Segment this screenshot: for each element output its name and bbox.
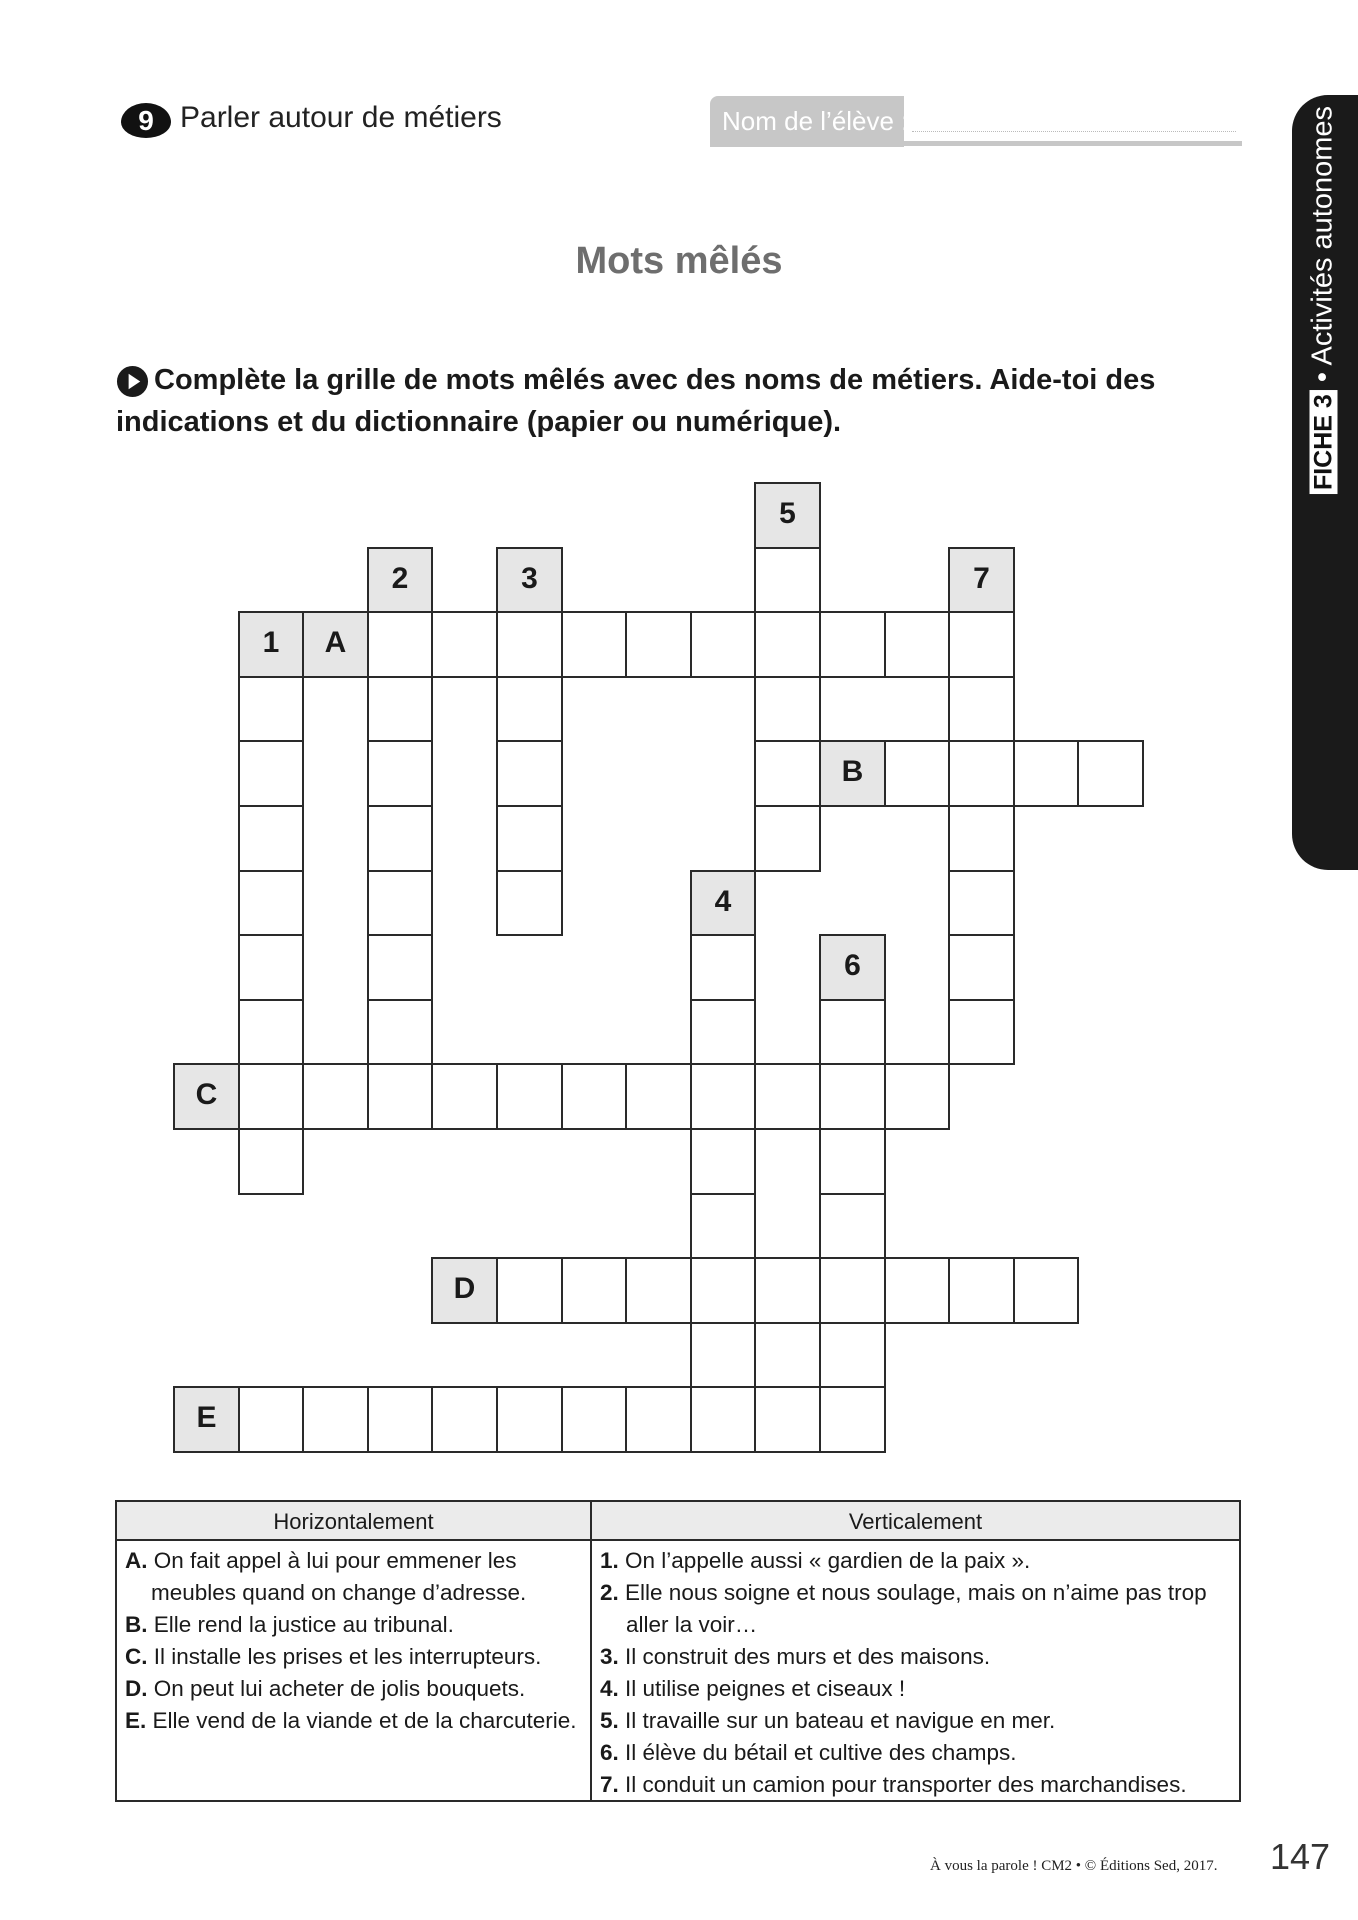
- grid-cell[interactable]: [819, 1257, 886, 1324]
- grid-cell[interactable]: [948, 805, 1015, 872]
- grid-cell[interactable]: [1013, 740, 1079, 807]
- grid-cell[interactable]: [496, 676, 563, 742]
- grid-cell[interactable]: [367, 870, 433, 936]
- horizontal-clue: [117, 1673, 590, 1705]
- grid-cell[interactable]: [367, 740, 433, 807]
- grid-cell[interactable]: [754, 676, 821, 742]
- grid-cell[interactable]: [948, 740, 1015, 807]
- grid-cell[interactable]: [496, 740, 563, 807]
- vertical-clue-text: Il travaille sur un bateau et navigue en mer.: [625, 1708, 1056, 1733]
- grid-cell[interactable]: [948, 611, 1015, 678]
- grid-label-n5: 5: [754, 482, 821, 549]
- vertical-clue: [592, 1737, 1239, 1769]
- grid-cell[interactable]: [238, 1063, 304, 1130]
- grid-cell[interactable]: [367, 1386, 433, 1453]
- instruction-text: Complète la grille de mots mêlés avec des noms de métiers. Aide-toi des indications et du dictionnaire (papier ou numérique).: [116, 364, 1156, 438]
- grid-cell[interactable]: [496, 611, 563, 678]
- grid-cell[interactable]: [431, 1063, 498, 1130]
- grid-label-D: D: [431, 1257, 498, 1324]
- vertical-clues-heading: Verticalement: [592, 1502, 1239, 1541]
- grid-cell[interactable]: [690, 611, 756, 678]
- grid-cell[interactable]: [690, 1063, 756, 1130]
- grid-cell[interactable]: [690, 1257, 756, 1324]
- grid-cell[interactable]: [496, 1257, 563, 1324]
- vertical-clue: [592, 1673, 1239, 1705]
- grid-cell[interactable]: [367, 999, 433, 1065]
- grid-cell[interactable]: [302, 1063, 369, 1130]
- horizontal-clues-column: [117, 1502, 592, 1800]
- grid-cell[interactable]: [367, 676, 433, 742]
- grid-cell[interactable]: [690, 1128, 756, 1195]
- horizontal-clue-text: Elle rend la justice au tribunal.: [153, 1612, 454, 1637]
- vertical-clue: [592, 1641, 1239, 1673]
- clues-table: [115, 1500, 1241, 1802]
- vertical-clues-list: [592, 1541, 1239, 1801]
- grid-cell[interactable]: [884, 611, 950, 678]
- vertical-clue-key: 6.: [600, 1740, 619, 1765]
- grid-cell[interactable]: [238, 870, 304, 936]
- grid-cell[interactable]: [754, 547, 821, 613]
- grid-cell[interactable]: [754, 1257, 821, 1324]
- vertical-clue-key: 7.: [600, 1772, 619, 1797]
- vertical-clue-key: 1.: [600, 1548, 619, 1573]
- vertical-clue: [592, 1545, 1239, 1577]
- activity-number-badge: 9: [121, 103, 171, 138]
- grid-cell[interactable]: [496, 870, 563, 936]
- horizontal-clue-text: Elle vend de la viande et de la charcuterie.: [152, 1708, 577, 1733]
- vertical-clue-text: Elle nous soigne et nous soulage, mais on n’aime pas trop aller la voir…: [625, 1580, 1207, 1637]
- grid-cell[interactable]: [238, 676, 304, 742]
- grid-cell[interactable]: [819, 1322, 886, 1388]
- vertical-clue: [592, 1769, 1239, 1801]
- grid-cell[interactable]: [496, 1063, 563, 1130]
- grid-label-n7: 7: [948, 547, 1015, 613]
- grid-cell[interactable]: [690, 999, 756, 1065]
- grid-cell[interactable]: [884, 1257, 950, 1324]
- vertical-clue: [592, 1705, 1239, 1737]
- grid-cell[interactable]: [690, 1386, 756, 1453]
- side-section-label: Activités autonomes: [1306, 105, 1339, 366]
- grid-cell[interactable]: [754, 1386, 821, 1453]
- page-title: Mots mêlés: [575, 240, 783, 282]
- vertical-clue-key: 5.: [600, 1708, 619, 1733]
- grid-cell[interactable]: [625, 1063, 692, 1130]
- grid-cell[interactable]: [819, 1386, 886, 1453]
- vertical-clue-key: 2.: [600, 1580, 619, 1605]
- grid-cell[interactable]: [948, 1257, 1015, 1324]
- grid-cell[interactable]: [1013, 1257, 1079, 1324]
- horizontal-clue: [117, 1705, 590, 1737]
- grid-cell[interactable]: [819, 1128, 886, 1195]
- grid-cell[interactable]: [238, 805, 304, 872]
- grid-cell[interactable]: [625, 1257, 692, 1324]
- grid-cell[interactable]: [561, 1063, 627, 1130]
- grid-cell[interactable]: [431, 1386, 498, 1453]
- vertical-clue: [592, 1577, 1239, 1641]
- activity-title: Parler autour de métiers: [180, 101, 502, 134]
- horizontal-clue-key: C.: [125, 1644, 148, 1669]
- page-number: 147: [1270, 1836, 1331, 1877]
- grid-label-A: A: [302, 611, 369, 678]
- grid-cell[interactable]: [367, 1063, 433, 1130]
- horizontal-clues-heading: Horizontalement: [117, 1502, 590, 1541]
- grid-cell[interactable]: [754, 611, 821, 678]
- vertical-clue-text: Il construit des murs et des maisons.: [625, 1644, 991, 1669]
- horizontal-clue-key: E.: [125, 1708, 147, 1733]
- vertical-clue-text: Il utilise peignes et ciseaux !: [625, 1676, 906, 1701]
- grid-cell[interactable]: [754, 805, 821, 872]
- grid-label-n4: 4: [690, 870, 756, 936]
- grid-cell[interactable]: [561, 611, 627, 678]
- grid-cell[interactable]: [496, 805, 563, 872]
- student-name-label: Nom de l’élève :: [710, 96, 904, 147]
- grid-cell[interactable]: [819, 1193, 886, 1259]
- grid-cell[interactable]: [238, 934, 304, 1001]
- grid-cell[interactable]: [238, 740, 304, 807]
- grid-label-n3: 3: [496, 547, 563, 613]
- vertical-clue-text: Il élève du bétail et cultive des champs.: [625, 1740, 1017, 1765]
- grid-label-n1: 1: [238, 611, 304, 678]
- horizontal-clue-key: D.: [125, 1676, 148, 1701]
- grid-label-E: E: [173, 1386, 240, 1453]
- grid-cell[interactable]: [561, 1386, 627, 1453]
- grid-cell[interactable]: [819, 999, 886, 1065]
- grid-cell[interactable]: [238, 1386, 304, 1453]
- grid-cell[interactable]: [625, 611, 692, 678]
- vertical-clues-column: [592, 1502, 1239, 1800]
- grid-cell[interactable]: [367, 934, 433, 1001]
- side-fiche-label: FICHE 3: [1310, 390, 1338, 494]
- grid-cell[interactable]: [884, 1063, 950, 1130]
- grid-label-n2: 2: [367, 547, 433, 613]
- horizontal-clue-text: Il installe les prises et les interrupteurs.: [153, 1644, 542, 1669]
- grid-cell[interactable]: [431, 611, 498, 678]
- horizontal-clue: [117, 1545, 590, 1609]
- grid-cell[interactable]: [948, 999, 1015, 1065]
- footer-credit: À vous la parole ! CM2 • © Éditions Sed, 2017.: [930, 1858, 1218, 1874]
- grid-cell[interactable]: [819, 611, 886, 678]
- grid-cell[interactable]: [690, 1193, 756, 1259]
- horizontal-clue: [117, 1609, 590, 1641]
- grid-label-B: B: [819, 740, 886, 807]
- grid-label-n6: 6: [819, 934, 886, 1001]
- grid-cell[interactable]: [690, 1322, 756, 1388]
- grid-cell[interactable]: [690, 934, 756, 1001]
- grid-cell[interactable]: [948, 934, 1015, 1001]
- horizontal-clue-text: On fait appel à lui pour emmener les meubles quand on change d’adresse.: [151, 1548, 527, 1605]
- horizontal-clue-key: B.: [125, 1612, 148, 1637]
- vertical-clue-key: 3.: [600, 1644, 619, 1669]
- grid-cell[interactable]: [1077, 740, 1144, 807]
- grid-cell[interactable]: [238, 1128, 304, 1195]
- vertical-clue-text: On l’appelle aussi « gardien de la paix ».: [625, 1548, 1031, 1573]
- grid-label-C: C: [173, 1063, 240, 1130]
- vertical-clue-text: Il conduit un camion pour transporter des marchandises.: [625, 1772, 1187, 1797]
- horizontal-clues-list: [117, 1541, 590, 1737]
- grid-cell[interactable]: [819, 1063, 886, 1130]
- horizontal-clue-key: A.: [125, 1548, 148, 1573]
- side-separator: •: [1306, 371, 1339, 383]
- grid-cell[interactable]: [302, 1386, 369, 1453]
- grid-cell[interactable]: [948, 870, 1015, 936]
- horizontal-clue: [117, 1641, 590, 1673]
- grid-cell[interactable]: [561, 1257, 627, 1324]
- grid-cell[interactable]: [625, 1386, 692, 1453]
- vertical-clue-key: 4.: [600, 1676, 619, 1701]
- grid-cell[interactable]: [754, 740, 821, 807]
- grid-cell[interactable]: [496, 1386, 563, 1453]
- grid-cell[interactable]: [238, 999, 304, 1065]
- grid-cell[interactable]: [367, 611, 433, 678]
- horizontal-clue-text: On peut lui acheter de jolis bouquets.: [153, 1676, 526, 1701]
- grid-cell[interactable]: [884, 740, 950, 807]
- grid-cell[interactable]: [948, 676, 1015, 742]
- grid-cell[interactable]: [754, 1063, 821, 1130]
- grid-cell[interactable]: [367, 805, 433, 872]
